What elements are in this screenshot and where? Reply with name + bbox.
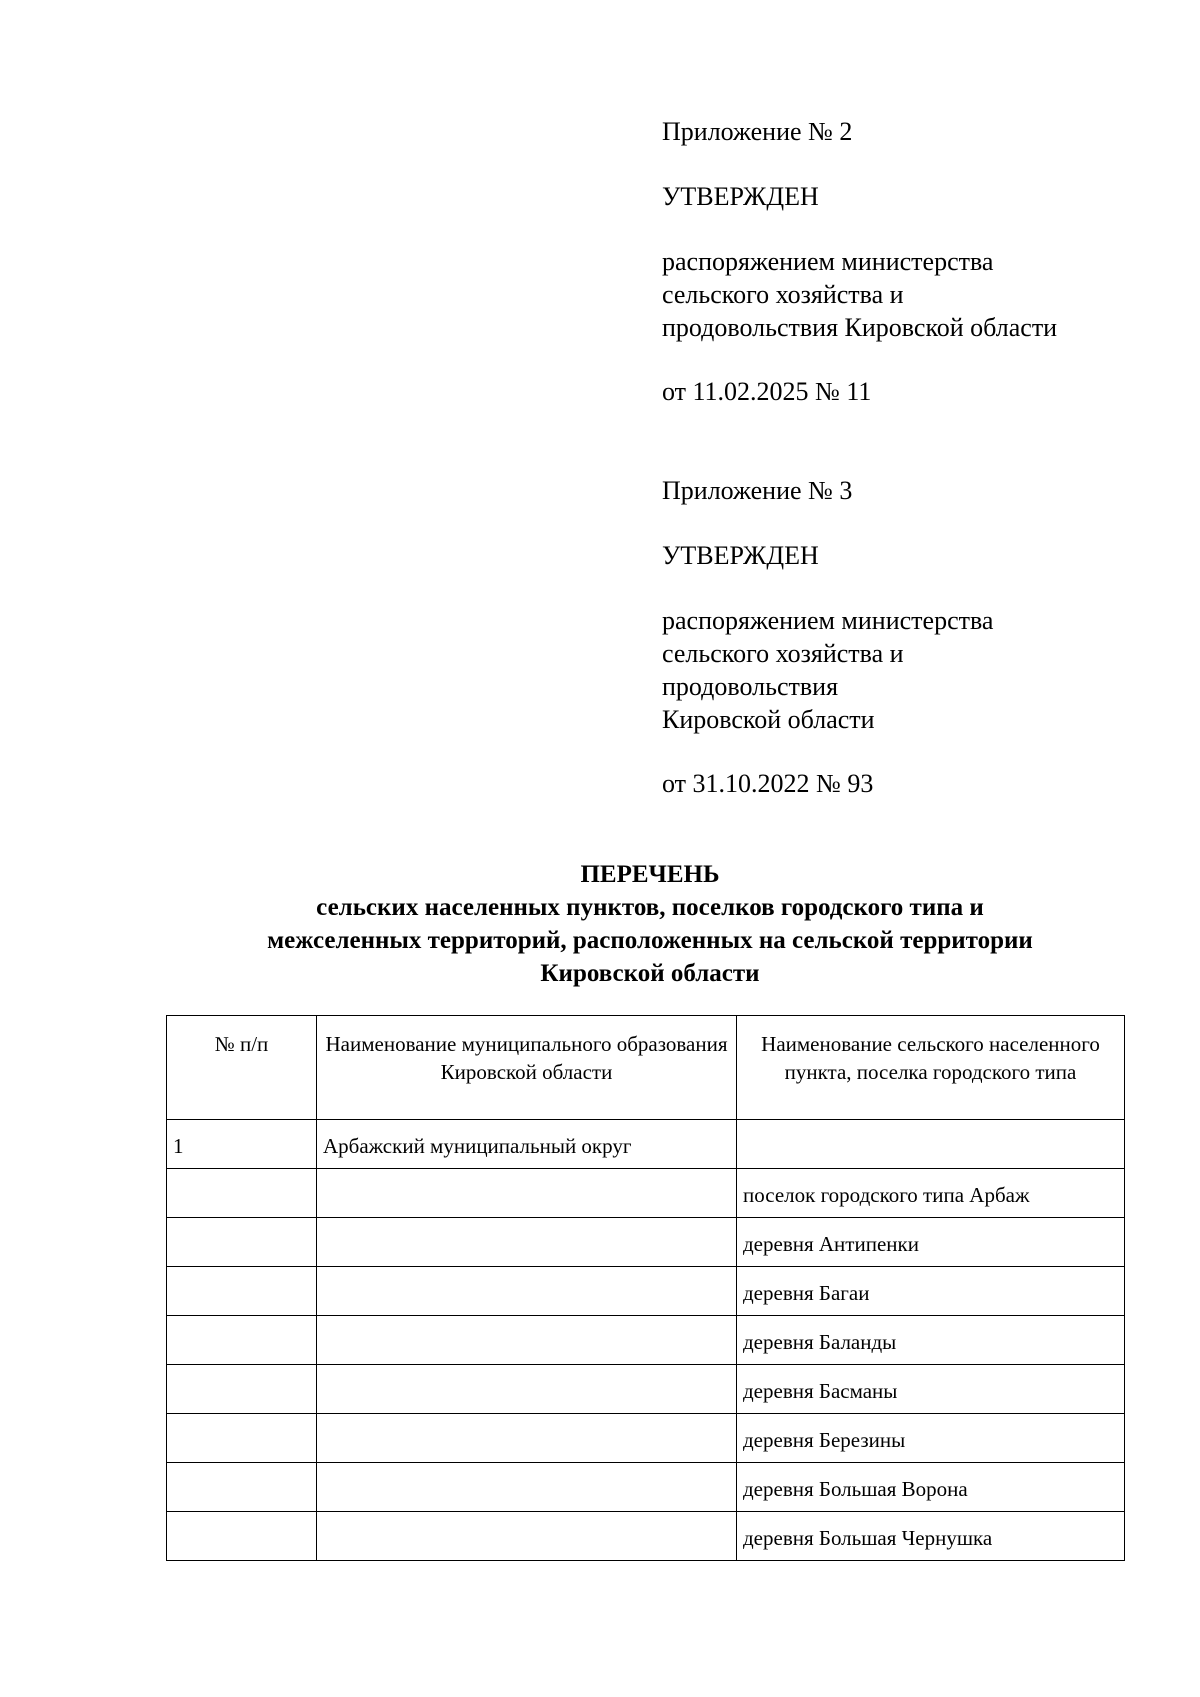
approval-status: УТВЕРЖДЕН: [662, 541, 819, 570]
appendix-block-3: [662, 474, 1132, 800]
table-header-row: [167, 1016, 1125, 1120]
cell-municipality: [317, 1463, 737, 1512]
table-row: [167, 1267, 1125, 1316]
table-row: [167, 1218, 1125, 1267]
table-row: [167, 1463, 1125, 1512]
cell-settlement: [737, 1120, 1125, 1169]
column-header-municipality: Наименование муниципального образования Кировской области: [317, 1016, 737, 1120]
cell-settlement: поселок городского типа Арбаж: [737, 1169, 1125, 1218]
cell-number: [167, 1414, 317, 1463]
cell-settlement: деревня Большая Ворона: [737, 1463, 1125, 1512]
table-row: [167, 1120, 1125, 1169]
cell-number: [167, 1512, 317, 1561]
appendix-block-2: [662, 115, 1132, 408]
approval-date: от 11.02.2025 № 11: [662, 377, 872, 406]
cell-number: [167, 1365, 317, 1414]
cell-settlement: деревня Баланды: [737, 1316, 1125, 1365]
cell-number: 1: [167, 1120, 317, 1169]
cell-municipality: [317, 1218, 737, 1267]
approval-date: от 31.10.2022 № 93: [662, 769, 874, 798]
cell-municipality: [317, 1365, 737, 1414]
cell-settlement: деревня Басманы: [737, 1365, 1125, 1414]
table-row: [167, 1365, 1125, 1414]
cell-settlement: деревня Багаи: [737, 1267, 1125, 1316]
title-heading: ПЕРЕЧЕНЬ: [580, 861, 720, 888]
table-row: [167, 1512, 1125, 1561]
cell-number: [167, 1316, 317, 1365]
approval-authority: распоряжением министерства сельского хозяйства и продовольствия Кировской области: [662, 606, 994, 734]
cell-settlement: деревня Большая Чернушка: [737, 1512, 1125, 1561]
cell-settlement: деревня Березины: [737, 1414, 1125, 1463]
approval-authority: распоряжением министерства сельского хозяйства и продовольствия Кировской области: [662, 247, 1058, 342]
appendix-label: Приложение № 3: [662, 476, 853, 505]
cell-number: [167, 1169, 317, 1218]
cell-number: [167, 1267, 317, 1316]
cell-number: [167, 1218, 317, 1267]
approval-status: УТВЕРЖДЕН: [662, 182, 819, 211]
title-line: сельских населенных пунктов, поселков городского типа и: [316, 894, 984, 921]
cell-municipality: [317, 1512, 737, 1561]
column-header-settlement: Наименование сельского населенного пункта, поселка городского типа: [737, 1016, 1125, 1120]
appendix-label: Приложение № 2: [662, 117, 853, 146]
cell-municipality: [317, 1267, 737, 1316]
document-title: [130, 858, 1170, 990]
cell-municipality: [317, 1414, 737, 1463]
table-row: [167, 1316, 1125, 1365]
title-line: межселенных территорий, расположенных на сельской территории: [267, 927, 1033, 954]
table-row: [167, 1169, 1125, 1218]
cell-municipality: [317, 1169, 737, 1218]
cell-number: [167, 1463, 317, 1512]
table-row: [167, 1414, 1125, 1463]
title-line: Кировской области: [540, 960, 760, 987]
settlements-table: [166, 1015, 1125, 1561]
cell-municipality: Арбажский муниципальный округ: [317, 1120, 737, 1169]
cell-settlement: деревня Антипенки: [737, 1218, 1125, 1267]
cell-municipality: [317, 1316, 737, 1365]
column-header-number: № п/п: [167, 1016, 317, 1120]
